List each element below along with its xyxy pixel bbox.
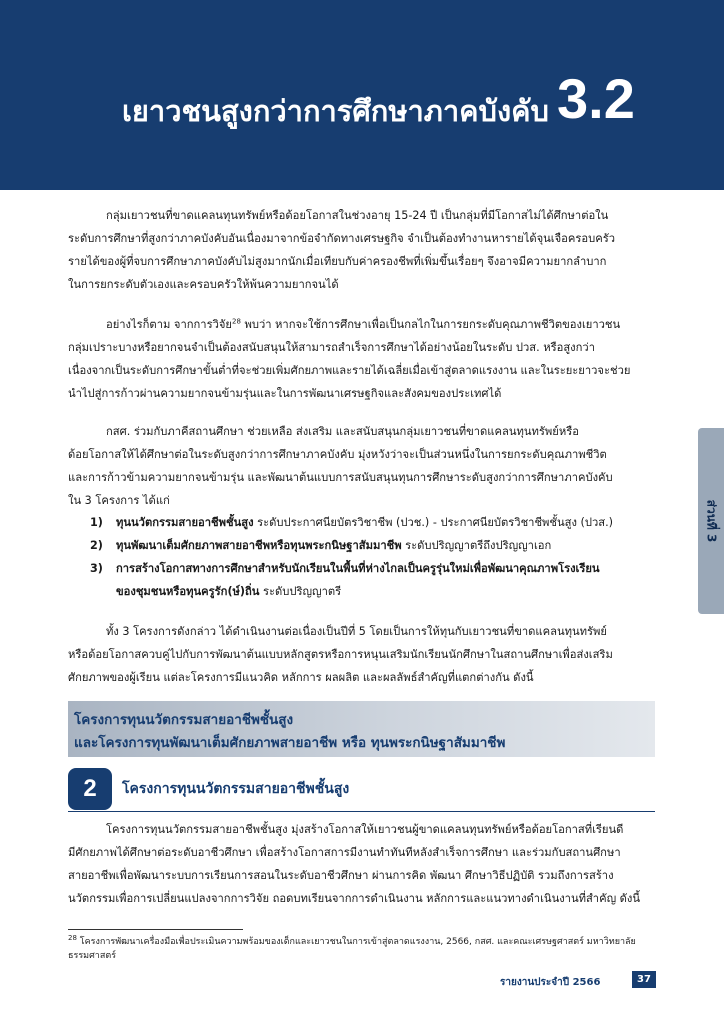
page-number: 37 — [632, 971, 656, 988]
text-line: ทั้ง 3 โครงการดังกล่าว ได้ดำเนินงานต่อเนื่องเป็นปีที่ 5 โดยเป็นการให้ทุนกับเยาวชนที่ขาดแคลนทุนทรัพย์ — [106, 625, 607, 638]
section-banner — [68, 701, 655, 757]
text-line: โครงการทุนนวัตกรรมสายอาชีพชั้นสูง มุ่งสร้างโอกาสให้เยาวชนผู้ขาดแคลนทุนทรัพย์หรือด้อยโอกาสที่เรียนดี — [106, 823, 624, 836]
list-item-title: ทุนพัฒนาเต็มศักยภาพสายอาชีพหรือทุนพระกนิษฐาสัมมาชีพ — [116, 539, 402, 552]
list-item — [90, 557, 665, 603]
footnote-divider — [68, 929, 243, 930]
chapter-title: เยาวชนสูงกว่าการศึกษาภาคบังคับ — [122, 94, 549, 128]
paragraph-program — [68, 818, 653, 910]
text-line: กลุ่มเยาวชนที่ขาดแคลนทุนทรัพย์หรือด้อยโอกาสในช่วงอายุ 15-24 ปี เป็นกลุ่มที่มีโอกาสไม่ได้ศึกษาต่อใน — [106, 209, 609, 222]
chapter-number: 3.2 — [557, 67, 635, 130]
list-number: 3) — [90, 562, 103, 575]
text-line: นำไปสู่การก้าวผ่านความยากจนข้ามรุ่นและในการพัฒนาเศรษฐกิจและสังคมของประเทศได้ — [68, 387, 502, 400]
list-item-text: ระดับปริญญาตรี — [259, 585, 342, 598]
text-line: ด้อยโอกาสให้ได้ศึกษาต่อในระดับสูงกว่าการศึกษาภาคบังคับ มุ่งหวังว่าจะเป็นส่วนหนึ่งในการยกระดับคุณภาพชีวิต — [68, 448, 607, 461]
text-line: กลุ่มเปราะบางหรือยากจนจำเป็นต้องสนับสนุนให้สามารถสำเร็จการศึกษาได้อย่างน้อยในระดับ ปวส. หรือสูงกว่า — [68, 341, 595, 354]
text-line: หรือด้อยโอกาสควบคู่ไปกับการพัฒนาต้นแบบหลักสูตรหรือการหนุนเสริมนักเรียนนักศึกษาในสถานศึกษาเพื่อส่งเสริม — [68, 648, 613, 661]
section-number-badge: 2 — [68, 768, 112, 810]
list-item-title: ทุนนวัตกรรมสายอาชีพชั้นสูง — [116, 516, 254, 529]
text-line: ใน 3 โครงการ ได้แก่ — [68, 494, 170, 507]
footnote-text: ธรรมศาสตร์ — [68, 951, 117, 961]
banner-line: โครงการทุนนวัตกรรมสายอาชีพชั้นสูง — [74, 712, 294, 728]
text-line: เนื่องจากเป็นระดับการศึกษาขั้นต่ำที่จะช่วยเพิ่มศักยภาพและรายได้เฉลี่ยเมื่อเข้าสู่ตลาดแรงงาน และในระยะยาวจะช่วย — [68, 364, 631, 377]
list-item-title-cont: ของชุมชนหรือทุนครูรัก(ษ์)ถิ่น — [116, 585, 260, 598]
footnote-number: 28 — [68, 934, 77, 942]
list-item — [90, 534, 665, 557]
section-divider — [68, 811, 655, 812]
paragraph-intro — [68, 204, 653, 296]
report-name: รายงานประจำปี 2566 — [500, 977, 601, 988]
footnote — [68, 935, 658, 963]
text-line — [68, 313, 653, 336]
text-fragment: อย่างไรก็ตาม จากการวิจัย — [106, 318, 232, 331]
text-line: สายอาชีพเพื่อพัฒนาระบบการเรียนการสอนในระดับอาชีวศึกษา ผ่านการคิด พัฒนา ศึกษาวิธีปฏิบัติ รวมถึงการสร้าง — [68, 869, 614, 882]
footnote-ref: 28 — [231, 317, 241, 326]
paragraph-research — [68, 313, 653, 405]
text-line: กสศ. ร่วมกับภาคีสถานศึกษา ช่วยเหลือ ส่งเสริม และสนับสนุนกลุ่มเยาวชนที่ขาดแคลนทุนทรัพย์หรือ — [106, 425, 579, 438]
text-line: ระดับการศึกษาที่สูงกว่าภาคบังคับอันเนื่องมาจากข้อจำกัดทางเศรษฐกิจ จำเป็นต้องทำงานหารายได้จุนเจือครอบครัว — [68, 232, 615, 245]
list-item — [90, 511, 665, 534]
paragraph-summary — [68, 620, 653, 689]
list-item-text: ระดับประกาศนียบัตรวิชาชีพ (ปวช.) - ประกาศนียบัตรวิชาชีพชั้นสูง (ปวส.) — [253, 516, 614, 529]
text-line: รายได้ของผู้ที่จบการศึกษาภาคบังคับไม่สูงมากนักเมื่อเทียบกับค่าครองชีพที่เพิ่มขึ้นเรื่อยๆ จึงอาจมีความยากลำบาก — [68, 255, 607, 268]
program-list — [90, 511, 665, 603]
text-line: ศักยภาพของผู้เรียน แต่ละโครงการมีแนวคิด หลักการ ผลผลิต และผลลัพธ์สำคัญที่แตกต่างกัน ดังนี้ — [68, 671, 534, 684]
list-number: 1) — [90, 516, 103, 529]
side-tab-label: ส่วนที่ 3 — [704, 499, 719, 543]
text-line: และการก้าวข้ามความยากจนข้ามรุ่น และพัฒนาต้นแบบการสนับสนุนทุนการศึกษาระดับสูงกว่าการศึกษาภาคบังคับ — [68, 471, 613, 484]
paragraph-eef — [68, 420, 653, 512]
section-title: โครงการทุนนวัตกรรมสายอาชีพชั้นสูง — [122, 781, 350, 797]
list-number: 2) — [90, 539, 103, 552]
banner-line: และโครงการทุนพัฒนาเต็มศักยภาพสายอาชีพ หรือ ทุนพระกนิษฐาสัมมาชีพ — [74, 735, 506, 751]
footnote-text: โครงการพัฒนาเครื่องมือเพื่อประเมินความพร้อมของเด็กและเยาวชนในการเข้าสู่ตลาดแรงงาน, 2566, กสศ. และคณะเศรษฐศาสตร์ มหาวิทยาลัย — [76, 937, 636, 947]
section-side-tab — [698, 428, 724, 614]
chapter-header — [0, 0, 724, 190]
text-line: มีศักยภาพได้ศึกษาต่อระดับอาชีวศึกษา เพื่อสร้างโอกาสการมีงานทำทันทีหลังสำเร็จการศึกษา และร่วมกับสถานศึกษา — [68, 846, 621, 859]
text-fragment: พบว่า หากจะใช้การศึกษาเพื่อเป็นกลไกในการยกระดับคุณภาพชีวิตของเยาวชน — [240, 318, 621, 331]
text-line: นวัตกรรมเพื่อการเปลี่ยนแปลงจากการวิจัย ถอดบทเรียนจากการดำเนินงาน หลักการและแนวทางดำเนินงานที่สำคัญ ดังนี้ — [68, 892, 641, 905]
list-item-title: การสร้างโอกาสทางการศึกษาสำหรับนักเรียนในพื้นที่ห่างไกลเป็นครูรุ่นใหม่เพื่อพัฒนาคุณภาพโรงเรียน — [116, 562, 600, 575]
list-item-text: ระดับปริญญาตรีถึงปริญญาเอก — [401, 539, 552, 552]
text-line: ในการยกระดับตัวเองและครอบครัวให้พ้นความยากจนได้ — [68, 278, 339, 291]
